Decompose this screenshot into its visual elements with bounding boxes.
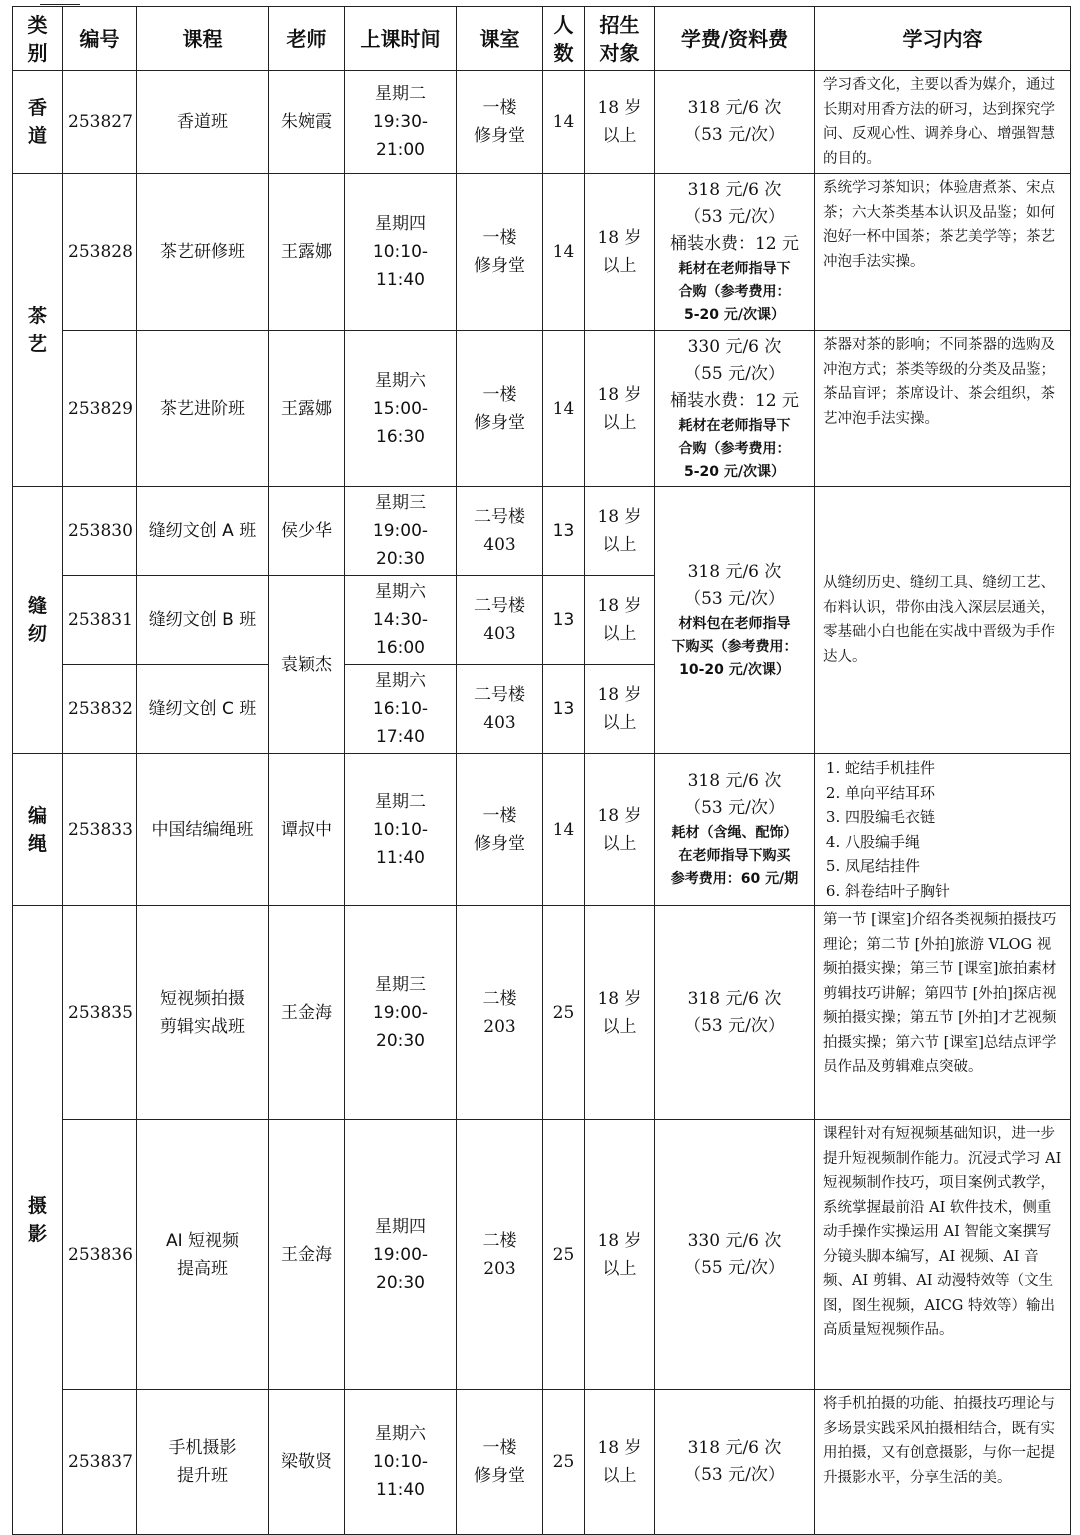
classroom-line: 一楼 (482, 228, 517, 248)
target-audience-line: 18 岁 (597, 805, 642, 826)
target-audience-line: 18 岁 (597, 988, 642, 1009)
teacher-cell: 梁敬贤 (269, 1390, 345, 1535)
course-name-cell: 茶艺研修班 (137, 174, 269, 331)
top-edge-fragment (40, 0, 80, 5)
classroom-cell (457, 576, 543, 665)
target-audience-cell (585, 754, 655, 906)
target-audience-line: 以上 (602, 624, 637, 644)
target-audience-cell (585, 487, 655, 576)
teacher-cell: 王露娜 (269, 174, 345, 331)
course-id-cell: 253830 (63, 487, 137, 576)
classroom-cell (457, 71, 543, 174)
course-name-cell: 缝纫文创 C 班 (137, 665, 269, 754)
classroom-line: 修身堂 (474, 256, 525, 276)
target-audience-line: 以上 (602, 535, 637, 555)
category-char: 艺 (27, 333, 47, 355)
course-name-cell (137, 906, 269, 1120)
header-room: 课室 (457, 7, 543, 71)
course-name-cell (137, 1390, 269, 1535)
category-char: 影 (27, 1223, 47, 1245)
target-audience-cell (585, 174, 655, 331)
table-row (13, 71, 1071, 174)
enrollment-count-cell: 14 (543, 71, 585, 174)
fee-note: 合购（参考费用： (678, 440, 791, 457)
classroom-line: 203 (483, 1016, 516, 1037)
classroom-cell (457, 665, 543, 754)
enrollment-count-cell: 14 (543, 754, 585, 906)
course-id-cell: 253832 (63, 665, 137, 754)
classroom-cell (457, 754, 543, 906)
class-time-line: 19:00-20:30 (372, 521, 429, 569)
classroom-line: 一楼 (482, 384, 517, 405)
fee-line: （55 元/次） (684, 1257, 785, 1278)
table-row (13, 1390, 1071, 1535)
fee-note: 参考费用：60 元/期 (670, 871, 799, 887)
enrollment-count-cell: 13 (543, 487, 585, 576)
fee-cell (655, 754, 815, 906)
header-time: 上课时间 (345, 7, 457, 71)
target-audience-line: 18 岁 (597, 685, 642, 705)
target-audience-line: 以上 (602, 412, 637, 433)
class-time-cell (345, 174, 457, 331)
class-time-line: 10:10-11:40 (372, 819, 429, 868)
target-audience-line: 以上 (602, 713, 637, 733)
class-time-line: 星期六 (375, 1424, 426, 1444)
fee-line: （53 元/次） (684, 207, 785, 227)
course-name-cell: 缝纫文创 B 班 (137, 576, 269, 665)
target-audience-line: 以上 (602, 126, 637, 146)
course-name-line: 剪辑实战班 (160, 1016, 245, 1037)
fee-note: 5-20 元/次课） (683, 463, 786, 480)
learning-content-cell: 将手机拍摄的功能、拍摄技巧理论与多场景实践采风拍摄相结合，既有实用拍摄，又有创意摄影，与你一起提升摄影水平，分享生活的美。 (815, 1390, 1071, 1535)
class-time-line: 星期六 (375, 582, 426, 602)
fee-line: 桶装水费：12 元 (669, 234, 800, 254)
class-time-cell (345, 665, 457, 754)
class-time-line: 10:10-11:40 (372, 242, 429, 290)
target-audience-cell (585, 331, 655, 487)
classroom-cell (457, 1390, 543, 1535)
header-fee: 学费/资料费 (655, 7, 815, 71)
list-item: 1. 蛇结手机挂件 (845, 756, 1064, 781)
fee-cell (655, 906, 815, 1120)
classroom-line: 修身堂 (474, 833, 525, 854)
classroom-cell (457, 174, 543, 331)
enrollment-count-cell: 14 (543, 174, 585, 331)
class-time-cell (345, 906, 457, 1120)
header-row (13, 7, 1071, 71)
category-char: 缝 (27, 595, 47, 617)
classroom-cell (457, 1120, 543, 1390)
course-name-cell (137, 1120, 269, 1390)
course-id-cell: 253837 (63, 1390, 137, 1535)
class-time-line: 星期二 (375, 84, 426, 104)
category-char: 纫 (27, 623, 47, 645)
target-audience-cell (585, 71, 655, 174)
enrollment-count-cell: 25 (543, 906, 585, 1120)
classroom-line: 一楼 (482, 805, 517, 826)
class-time-line: 19:00-20:30 (372, 1244, 429, 1293)
course-name-cell: 茶艺进阶班 (137, 331, 269, 487)
target-audience-line: 以上 (602, 1016, 637, 1037)
learning-content-cell: 茶器对茶的影响；不同茶器的选购及冲泡方式；茶类等级的分类及品鉴；茶品盲评；茶席设计、茶会组织，茶艺冲泡手法实操。 (815, 331, 1071, 487)
header-target: 招生 对象 (585, 7, 655, 71)
classroom-line: 修身堂 (474, 412, 525, 433)
learning-content-cell: 第一节 [课室]介绍各类视频拍摄技巧理论；第二节 [外拍]旅游 VLOG 视频拍摄实操；第三节 [课室]旅拍素材剪辑技巧讲解；第四节 [外拍]探店视频拍摄实操；第五节 [外拍]才艺视频拍摄实操；第六节 [课室]总结点评学员作品及剪辑难点突破。 (815, 906, 1071, 1120)
classroom-cell (457, 331, 543, 487)
target-audience-line: 以上 (602, 1466, 637, 1486)
enrollment-count-cell: 25 (543, 1390, 585, 1535)
fee-line: 318 元/6 次 (687, 771, 782, 791)
teacher-cell: 王金海 (269, 906, 345, 1120)
fee-note: 10-20 元/次课） (679, 661, 790, 678)
course-name-cell: 中国结编绳班 (137, 754, 269, 906)
course-name-cell: 香道班 (137, 71, 269, 174)
fee-note: 耗材在老师指导下 (678, 417, 791, 434)
class-time-cell (345, 71, 457, 174)
list-item: 3. 四股编毛衣链 (845, 805, 1064, 830)
fee-line: （53 元/次） (684, 125, 785, 145)
teacher-cell: 袁颖杰 (269, 576, 345, 754)
header-teacher: 老师 (269, 7, 345, 71)
fee-cell (655, 71, 815, 174)
target-audience-line: 18 岁 (597, 1230, 642, 1251)
category-char: 道 (27, 125, 47, 147)
category-char: 香 (27, 97, 47, 119)
list-item: 4. 八股编手绳 (845, 830, 1064, 855)
table-body (13, 71, 1071, 1535)
classroom-line: 403 (483, 713, 516, 733)
class-time-line: 10:10-11:40 (372, 1452, 429, 1500)
list-item: 2. 单向平结耳环 (845, 781, 1064, 806)
course-id-cell: 253829 (63, 331, 137, 487)
target-audience-cell (585, 576, 655, 665)
class-time-cell (345, 331, 457, 487)
class-time-line: 星期六 (375, 671, 426, 691)
fee-cell (655, 487, 815, 754)
classroom-cell (457, 487, 543, 576)
table-row (13, 487, 1071, 576)
course-name-line: AI 短视频 (165, 1230, 240, 1251)
course-name-line: 短视频拍摄 (160, 988, 245, 1009)
category-cell (13, 174, 63, 487)
target-audience-line: 18 岁 (597, 1438, 642, 1458)
fee-line: （53 元/次） (684, 588, 785, 609)
course-id-cell: 253836 (63, 1120, 137, 1390)
class-time-cell (345, 1390, 457, 1535)
fee-cell (655, 1120, 815, 1390)
target-audience-cell (585, 1390, 655, 1535)
classroom-line: 修身堂 (474, 126, 525, 146)
fee-note: 材料包在老师指导 (678, 615, 791, 632)
class-time-line: 15:00-16:30 (372, 398, 429, 447)
fee-cell (655, 331, 815, 487)
classroom-line: 一楼 (482, 1438, 517, 1458)
fee-line: 318 元/6 次 (687, 561, 782, 582)
classroom-line: 二号楼 (474, 685, 525, 705)
fee-note: 下购买（参考费用： (671, 638, 798, 655)
category-char: 绳 (27, 832, 47, 855)
class-time-line: 19:00-20:30 (372, 1002, 429, 1051)
target-audience-line: 以上 (602, 256, 637, 276)
table-row (13, 331, 1071, 487)
class-time-line: 星期四 (375, 214, 426, 234)
classroom-line: 修身堂 (474, 1466, 525, 1486)
enrollment-count-cell: 25 (543, 1120, 585, 1390)
class-time-line: 星期三 (375, 493, 426, 513)
fee-note: 5-20 元/次课） (683, 307, 786, 323)
target-audience-line: 18 岁 (597, 384, 642, 405)
target-audience-cell (585, 1120, 655, 1390)
category-cell (13, 906, 63, 1535)
table-row (13, 174, 1071, 331)
class-time-cell (345, 754, 457, 906)
category-cell (13, 71, 63, 174)
class-time-line: 16:10-17:40 (372, 699, 429, 747)
learning-content-cell: 学习香文化，主要以香为媒介，通过长期对用香方法的研习，达到探究学问、反观心性、调养身心、增强智慧的目的。 (815, 71, 1071, 174)
classroom-line: 403 (483, 624, 516, 644)
table-row (13, 1120, 1071, 1390)
category-char: 摄 (27, 1195, 47, 1217)
classroom-cell (457, 906, 543, 1120)
target-audience-line: 以上 (602, 1258, 637, 1279)
classroom-line: 一楼 (482, 98, 517, 118)
category-cell (13, 754, 63, 906)
learning-content-cell (815, 754, 1071, 906)
header-id: 编号 (63, 7, 137, 71)
enrollment-count-cell: 13 (543, 665, 585, 754)
teacher-cell: 王露娜 (269, 331, 345, 487)
header-course: 课程 (137, 7, 269, 71)
class-time-line: 星期六 (375, 370, 426, 391)
table-row (13, 754, 1071, 906)
fee-line: （55 元/次） (684, 363, 785, 384)
course-name-line: 手机摄影 (168, 1438, 237, 1458)
course-id-cell: 253827 (63, 71, 137, 174)
target-audience-cell (585, 906, 655, 1120)
learning-content-cell: 系统学习茶知识；体验唐煮茶、宋点茶；六大茶类基本认识及品鉴；如何泡好一杯中国茶；茶艺美学等；茶艺冲泡手法实操。 (815, 174, 1071, 331)
table-row (13, 906, 1071, 1120)
fee-line: 桶装水费：12 元 (669, 390, 800, 411)
class-time-cell (345, 576, 457, 665)
classroom-line: 403 (483, 535, 516, 555)
classroom-line: 二楼 (482, 1230, 517, 1251)
classroom-line: 二号楼 (474, 507, 525, 527)
fee-line: 318 元/6 次 (687, 988, 782, 1009)
category-char: 编 (27, 804, 47, 827)
header-content: 学习内容 (815, 7, 1071, 71)
header-count: 人 数 (543, 7, 585, 71)
target-audience-line: 18 岁 (597, 228, 642, 248)
target-audience-line: 18 岁 (597, 98, 642, 118)
enrollment-count-cell: 13 (543, 576, 585, 665)
target-audience-cell (585, 665, 655, 754)
target-audience-line: 18 岁 (597, 507, 642, 527)
fee-cell (655, 174, 815, 331)
fee-line: 318 元/6 次 (687, 98, 782, 118)
fee-note: 在老师指导下购买 (678, 848, 791, 864)
fee-line: （53 元/次） (684, 1015, 785, 1036)
fee-note: 耗材在老师指导下 (678, 261, 791, 277)
course-name-cell: 缝纫文创 A 班 (137, 487, 269, 576)
fee-line: （53 元/次） (684, 798, 785, 818)
classroom-line: 203 (483, 1258, 516, 1279)
list-item: 5. 凤尾结挂件 (845, 854, 1064, 879)
fee-line: 318 元/6 次 (687, 180, 782, 200)
course-name-line: 提升班 (177, 1466, 228, 1486)
class-time-line: 星期四 (375, 1216, 426, 1237)
fee-note: 合购（参考费用： (678, 284, 791, 300)
course-id-cell: 253828 (63, 174, 137, 331)
class-time-line: 星期三 (375, 974, 426, 995)
fee-cell (655, 1390, 815, 1535)
fee-line: 318 元/6 次 (687, 1438, 782, 1458)
teacher-cell: 王金海 (269, 1120, 345, 1390)
category-char: 茶 (27, 305, 47, 327)
enrollment-count-cell: 14 (543, 331, 585, 487)
fee-line: 330 元/6 次 (687, 1230, 782, 1251)
classroom-line: 二楼 (482, 988, 517, 1009)
fee-line: （53 元/次） (684, 1465, 785, 1485)
course-name-line: 提高班 (177, 1258, 228, 1279)
course-id-cell: 253835 (63, 906, 137, 1120)
class-time-line: 星期二 (375, 791, 426, 812)
fee-line: 330 元/6 次 (687, 336, 782, 357)
learning-content-cell: 从缝纫历史、缝纫工具、缝纫工艺、布料认识，带你由浅入深层层通关，零基础小白也能在实战中晋级为手作达人。 (815, 487, 1071, 754)
class-time-line: 19:30-21:00 (372, 112, 429, 160)
category-cell (13, 487, 63, 754)
header-category: 类 别 (13, 7, 63, 71)
course-id-cell: 253831 (63, 576, 137, 665)
course-schedule-table (12, 6, 1071, 1535)
teacher-cell: 谭叔中 (269, 754, 345, 906)
class-time-cell (345, 1120, 457, 1390)
teacher-cell: 侯少华 (269, 487, 345, 576)
target-audience-line: 18 岁 (597, 596, 642, 616)
learning-content-cell: 课程针对有短视频基础知识，进一步提升短视频制作能力。沉浸式学习 AI 短视频制作技巧，项目案例式教学，系统掌握最前沿 AI 软件技术，侧重动手操作实操运用 AI 智能文案撰写分镜头脚本编写，AI 视频、AI 音频、AI 剪辑、AI 动漫特效等（文生图，图生视频，AICG 特效等）输出高质量短视频作品。 (815, 1120, 1071, 1390)
teacher-cell: 朱婉霞 (269, 71, 345, 174)
class-time-line: 14:30-16:00 (372, 610, 429, 658)
list-item: 6. 斜卷结叶子胸针 (845, 879, 1064, 904)
classroom-line: 二号楼 (474, 596, 525, 616)
target-audience-line: 以上 (602, 833, 637, 854)
course-id-cell: 253833 (63, 754, 137, 906)
learning-content-list (823, 756, 1064, 903)
fee-note: 耗材（含绳、配饰） (671, 825, 798, 841)
class-time-cell (345, 487, 457, 576)
